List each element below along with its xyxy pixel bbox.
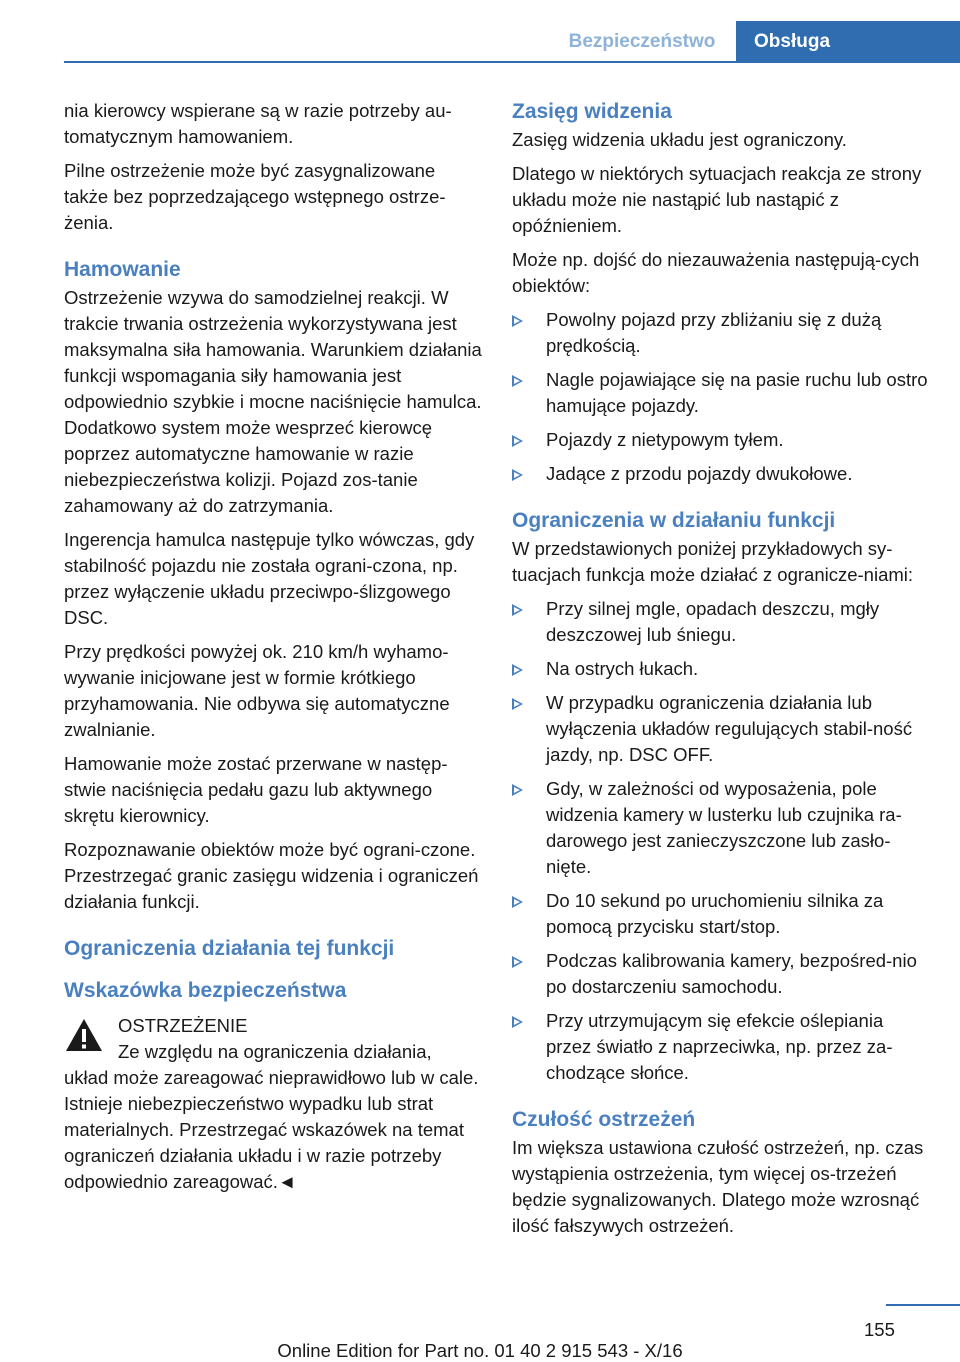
paragraph: Przy prędkości powyżej ok. 210 km/h wyhamo-wywanie inicjowane jest w formie krótkiego przyhamowania. Nie odbywa się automatyczne zwalnianie. xyxy=(64,641,450,740)
list-item-text: W przypadku ograniczenia działania lub wyłączenia układów regulujących stabil-ność jazdy, np. DSC OFF. xyxy=(546,692,913,765)
paragraph: Im większa ustawiona czułość ostrzeżeń, np. czas wystąpienia ostrzeżenia, tym więcej os-trzeżeń będzie sygnalizowanych. Dlatego może wzrosnąć ilość fałszywych ostrzeżeń. xyxy=(512,1137,924,1236)
list-item-text: Do 10 sekund po uruchomieniu silnika za pomocą przycisku start/stop. xyxy=(546,890,884,937)
heading-warning-sensitivity: Czułość ostrzeżeń xyxy=(512,1108,696,1131)
page-number: 155 xyxy=(864,1319,895,1340)
bullet-triangle-icon xyxy=(512,604,523,616)
paragraph: Dlatego w niektórych sytuacjach reakcja ze strony układu może nie nastąpić lub nastąpić z opóźnieniem. xyxy=(512,163,922,236)
heading-braking: Hamowanie xyxy=(64,258,181,281)
warning-block xyxy=(64,1013,482,1195)
warning-triangle-icon xyxy=(64,1017,104,1053)
bullet-triangle-icon xyxy=(512,375,523,387)
list-item-text: Przy silnej mgle, opadach deszczu, mgły deszczowej lub śniegu. xyxy=(546,598,880,645)
bullet-triangle-icon xyxy=(512,896,523,908)
paragraph: Ostrzeżenie wzywa do samodzielnej reakcji. W trakcie trwania ostrzeżenia wykorzystywana jest maksymalna siła hamowania. Warunkiem działania funkcji wspomagania siły hamowania jest odpowiednio szybkie i mocne naciśnięcie hamulca. Dodatkowo system może wesprzeć kierowcę poprzez automatyczne hamowanie w razie niebezpieczeństwa kolizji. Pojazd zos-tanie zahamowany aż do zatrzymania. xyxy=(64,287,482,516)
list-item-text: Przy utrzymującym się efekcie oślepiania przez światło z naprzeciwka, np. przez za-chodzące słońce. xyxy=(546,1010,893,1083)
list-item xyxy=(512,690,928,768)
paragraph: Rozpoznawanie obiektów może być ograni-czone. Przestrzegać granic zasięgu widzenia i ograniczeń działania funkcji. xyxy=(64,839,479,912)
list-item xyxy=(512,1008,928,1086)
list-item xyxy=(512,461,928,487)
list-item xyxy=(512,596,928,648)
list-item xyxy=(512,776,928,880)
heading-operational-limits: Ograniczenia w działaniu funkcji xyxy=(512,509,836,532)
list-item-text: Na ostrych łukach. xyxy=(546,658,699,679)
bullet-triangle-icon xyxy=(512,469,523,481)
bullet-triangle-icon xyxy=(512,435,523,447)
bullet-triangle-icon xyxy=(512,698,523,710)
warning-text-line1: Ze względu na ograniczenia działania, xyxy=(118,1041,432,1062)
header-rule xyxy=(64,61,960,63)
list-item-text: Jadące z przodu pojazdy dwukołowe. xyxy=(546,463,853,484)
bullet-triangle-icon xyxy=(512,315,523,327)
list-item-text: Podczas kalibrowania kamery, bezpośred-nio po dostarczeniu samochodu. xyxy=(546,950,917,997)
bullet-triangle-icon xyxy=(512,956,523,968)
heading-safety-note: Wskazówka bezpieczeństwa xyxy=(64,979,347,1002)
heading-function-limits: Ograniczenia działania tej funkcji xyxy=(64,937,395,960)
header-section-tab[interactable]: Bezpieczeństwo xyxy=(568,31,716,52)
list-item xyxy=(512,656,928,682)
left-column xyxy=(64,98,482,1195)
heading-visibility-range: Zasięg widzenia xyxy=(512,100,672,123)
warning-text: układ może zareagować nieprawidłowo lub w cale. Istnieje niebezpieczeństwo wypadku lub strat materialnych. Przestrzegać wskazówek na temat ograniczeń działania układu i w razie potrzeby odpowiednio zareagować.◄ xyxy=(64,1067,479,1192)
bullet-triangle-icon xyxy=(512,784,523,796)
paragraph: Może np. dojść do niezauważenia następują-cych obiektów: xyxy=(512,249,920,296)
list-item-text: Pojazdy z nietypowym tyłem. xyxy=(546,429,784,450)
paragraph: Ingerencja hamulca następuje tylko wówczas, gdy stabilność pojazdu nie została ograni-czona, np. przez wyłączenie układu przeciwpo-ślizgowego DSC. xyxy=(64,529,475,628)
list-item xyxy=(512,367,928,419)
list-item-text: Powolny pojazd przy zbliżaniu się z dużą prędkością. xyxy=(546,309,882,356)
warning-label: OSTRZEŻENIE xyxy=(118,1015,248,1036)
list-item xyxy=(512,888,928,940)
header-active-tab[interactable]: Obsługa xyxy=(736,21,960,63)
edition-footer: Online Edition for Part no. 01 40 2 915 543 - X/16 xyxy=(277,1340,683,1361)
conditions-list xyxy=(512,596,928,1086)
paragraph: W przedstawionych poniżej przykładowych sy-tuacjach funkcja może działać z ograniczе-niami: xyxy=(512,538,914,585)
list-item xyxy=(512,307,928,359)
bullet-triangle-icon xyxy=(512,1016,523,1028)
list-item-text: Gdy, w zależności od wyposażenia, pole widzenia kamery w lusterku lub czujnika ra-darowego jest zanieczyszczone lub zasło-nięte. xyxy=(546,778,902,877)
right-column xyxy=(512,98,928,1247)
list-item xyxy=(512,427,928,453)
list-item xyxy=(512,948,928,1000)
objects-list xyxy=(512,307,928,487)
paragraph: Pilne ostrzeżenie może być zasygnalizowane także bez poprzedzającego wstępnego ostrze-żenia. xyxy=(64,160,446,233)
footer-rule xyxy=(886,1304,960,1306)
list-item-text: Nagle pojawiające się na pasie ruchu lub ostro hamujące pojazdy. xyxy=(546,369,928,416)
bullet-triangle-icon xyxy=(512,664,523,676)
paragraph: Zasięg widzenia układu jest ograniczony. xyxy=(512,129,847,150)
paragraph: Hamowanie może zostać przerwane w następ-stwie naciśnięcia pedału gazu lub aktywnego skrętu kierownicy. xyxy=(64,753,448,826)
paragraph: nia kierowcy wspierane są w razie potrzeby au-tomatycznym hamowaniem. xyxy=(64,100,452,147)
